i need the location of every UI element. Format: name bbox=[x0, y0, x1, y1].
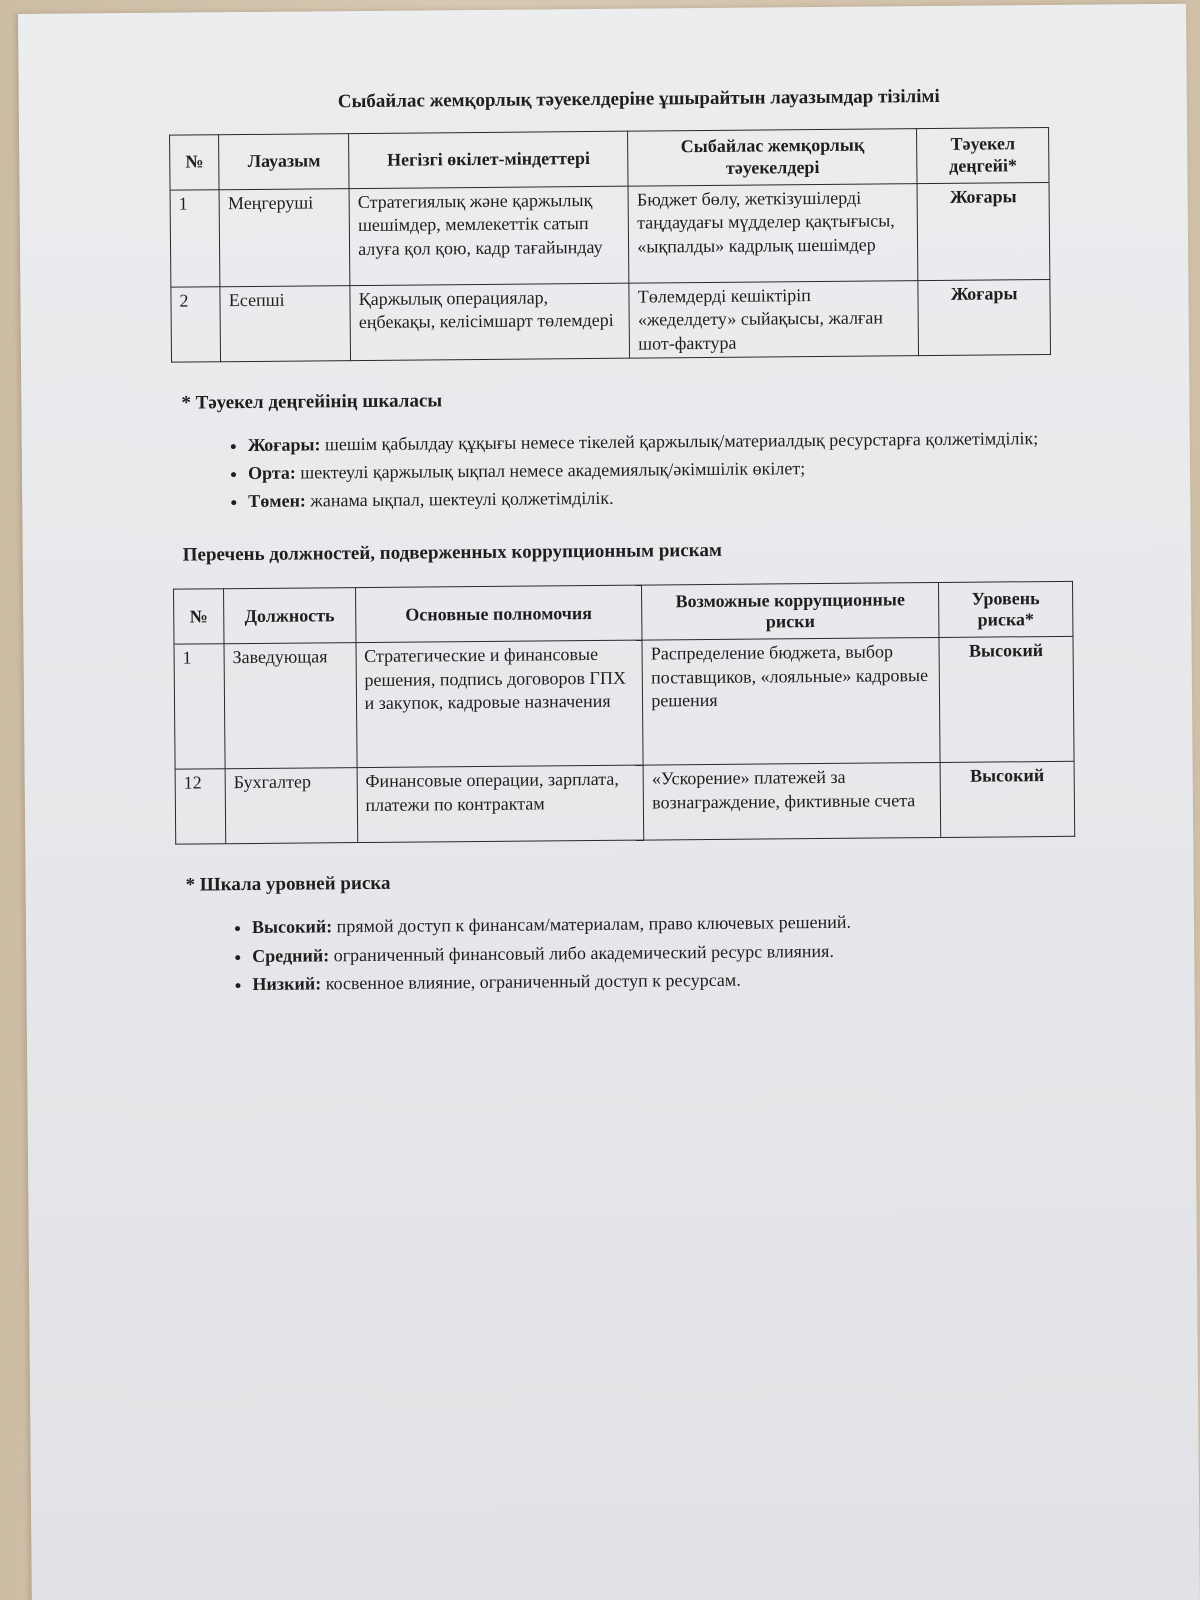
scale-term: Низкий: bbox=[252, 973, 322, 994]
cell-risk-level: Жоғары bbox=[918, 280, 1050, 356]
cell-risk-level: Высокий bbox=[940, 762, 1075, 838]
header-risks: Возможные коррупционные риски bbox=[642, 583, 939, 641]
cell-duties: Стратегиялық және қаржылық шешімдер, мемлекеттік сатып алуға қол қою, кадр тағайындау bbox=[349, 186, 629, 285]
cell-position: Бухгалтер bbox=[225, 768, 357, 844]
kz-document-title: Сыбайлас жемқорлық тәуекелдеріне ұшырайтын лауазымдар тізілімі bbox=[337, 85, 940, 113]
table-row bbox=[171, 280, 1051, 363]
kz-scale-title: * Тәуекел деңгейінің шкаласы bbox=[181, 390, 443, 414]
list-item bbox=[252, 963, 1076, 996]
table-header-row bbox=[174, 582, 1073, 645]
cell-position: Заведующая bbox=[224, 643, 357, 769]
cell-risk-level: Жоғары bbox=[917, 183, 1049, 281]
header-number: № bbox=[170, 135, 220, 190]
cell-risk-level: Высокий bbox=[939, 637, 1074, 763]
scale-description: шешім қабылдау құқығы немесе тікелей қаржылық/материалдық ресурстарға қолжетімділік; bbox=[320, 428, 1039, 455]
kz-positions-table bbox=[169, 127, 1051, 363]
cell-position: Меңгеруші bbox=[219, 189, 350, 287]
scale-description: косвенное влияние, ограниченный доступ к ресурсам. bbox=[321, 969, 741, 994]
scale-description: жанама ықпал, шектеулі қолжетімділік. bbox=[305, 488, 614, 511]
kz-scale-list bbox=[172, 425, 1073, 515]
ru-positions-table bbox=[173, 581, 1075, 845]
header-duties: Основные полномочия bbox=[355, 586, 642, 643]
cell-number: 1 bbox=[174, 644, 225, 769]
header-position: Должность bbox=[223, 588, 355, 644]
cell-risks: Төлемдерді кешіктіріп «жеделдету» сыйақысы, жалған шот-фактура bbox=[629, 281, 919, 359]
cell-duties: Қаржылық операциялар, еңбекақы, келісімшарт төлемдері bbox=[350, 283, 630, 361]
header-number: № bbox=[174, 589, 224, 644]
cell-duties: Стратегические и финансовые решения, подпись договоров ГПХ и закупок, кадровые назначения bbox=[356, 641, 644, 768]
header-risk-level: Тәуекел деңгейі* bbox=[917, 128, 1049, 184]
cell-position: Есепші bbox=[220, 286, 350, 362]
header-position: Лауазым bbox=[219, 134, 349, 190]
scale-term: Орта: bbox=[247, 462, 296, 484]
header-risks: Сыбайлас жемқорлық тәуекелдері bbox=[628, 129, 918, 187]
cell-duties: Финансовые операции, зарплата, платежи по контрактам bbox=[357, 766, 644, 843]
table-row bbox=[175, 762, 1075, 845]
header-risk-level: Уровень риска* bbox=[938, 582, 1073, 638]
scale-description: ограниченный финансовый либо академический ресурс влияния. bbox=[329, 940, 834, 965]
list-item bbox=[248, 481, 1072, 514]
table-header-row bbox=[170, 128, 1049, 191]
scale-term: Жоғары: bbox=[247, 434, 321, 456]
scale-term: Төмен: bbox=[248, 490, 306, 512]
ru-scale-title: * Шкала уровней риска bbox=[185, 873, 391, 897]
cell-risks: «Ускорение» платежей за вознаграждение, фиктивные счета bbox=[643, 763, 940, 841]
cell-number: 2 bbox=[171, 287, 221, 363]
header-duties: Негізгі өкілет-міндеттері bbox=[349, 131, 629, 188]
scale-description: прямой доступ к финансам/материалам, право ключевых решений. bbox=[332, 912, 852, 937]
document-page bbox=[18, 4, 1200, 1600]
scale-term: Высокий: bbox=[251, 916, 333, 938]
ru-document-title: Перечень должностей, подверженных коррупционным рискам bbox=[182, 540, 722, 567]
cell-risks: Бюджет бөлу, жеткізушілерді таңдаудағы мүдделер қақтығысы, «ықпалды» кадрлық шешімдер bbox=[628, 184, 918, 284]
cell-risks: Распределение бюджета, выбор поставщиков, «лояльные» кадровые решения bbox=[642, 638, 940, 766]
cell-number: 12 bbox=[175, 769, 226, 844]
scale-description: шектеулі қаржылық ықпал немесе академиялық/әкімшілік өкілет; bbox=[295, 458, 806, 483]
table-row bbox=[174, 637, 1074, 770]
cell-number: 1 bbox=[170, 190, 220, 287]
table-row bbox=[170, 183, 1050, 288]
document-content bbox=[169, 85, 1077, 1000]
ru-scale-list bbox=[176, 907, 1077, 997]
scale-term: Средний: bbox=[252, 944, 330, 966]
